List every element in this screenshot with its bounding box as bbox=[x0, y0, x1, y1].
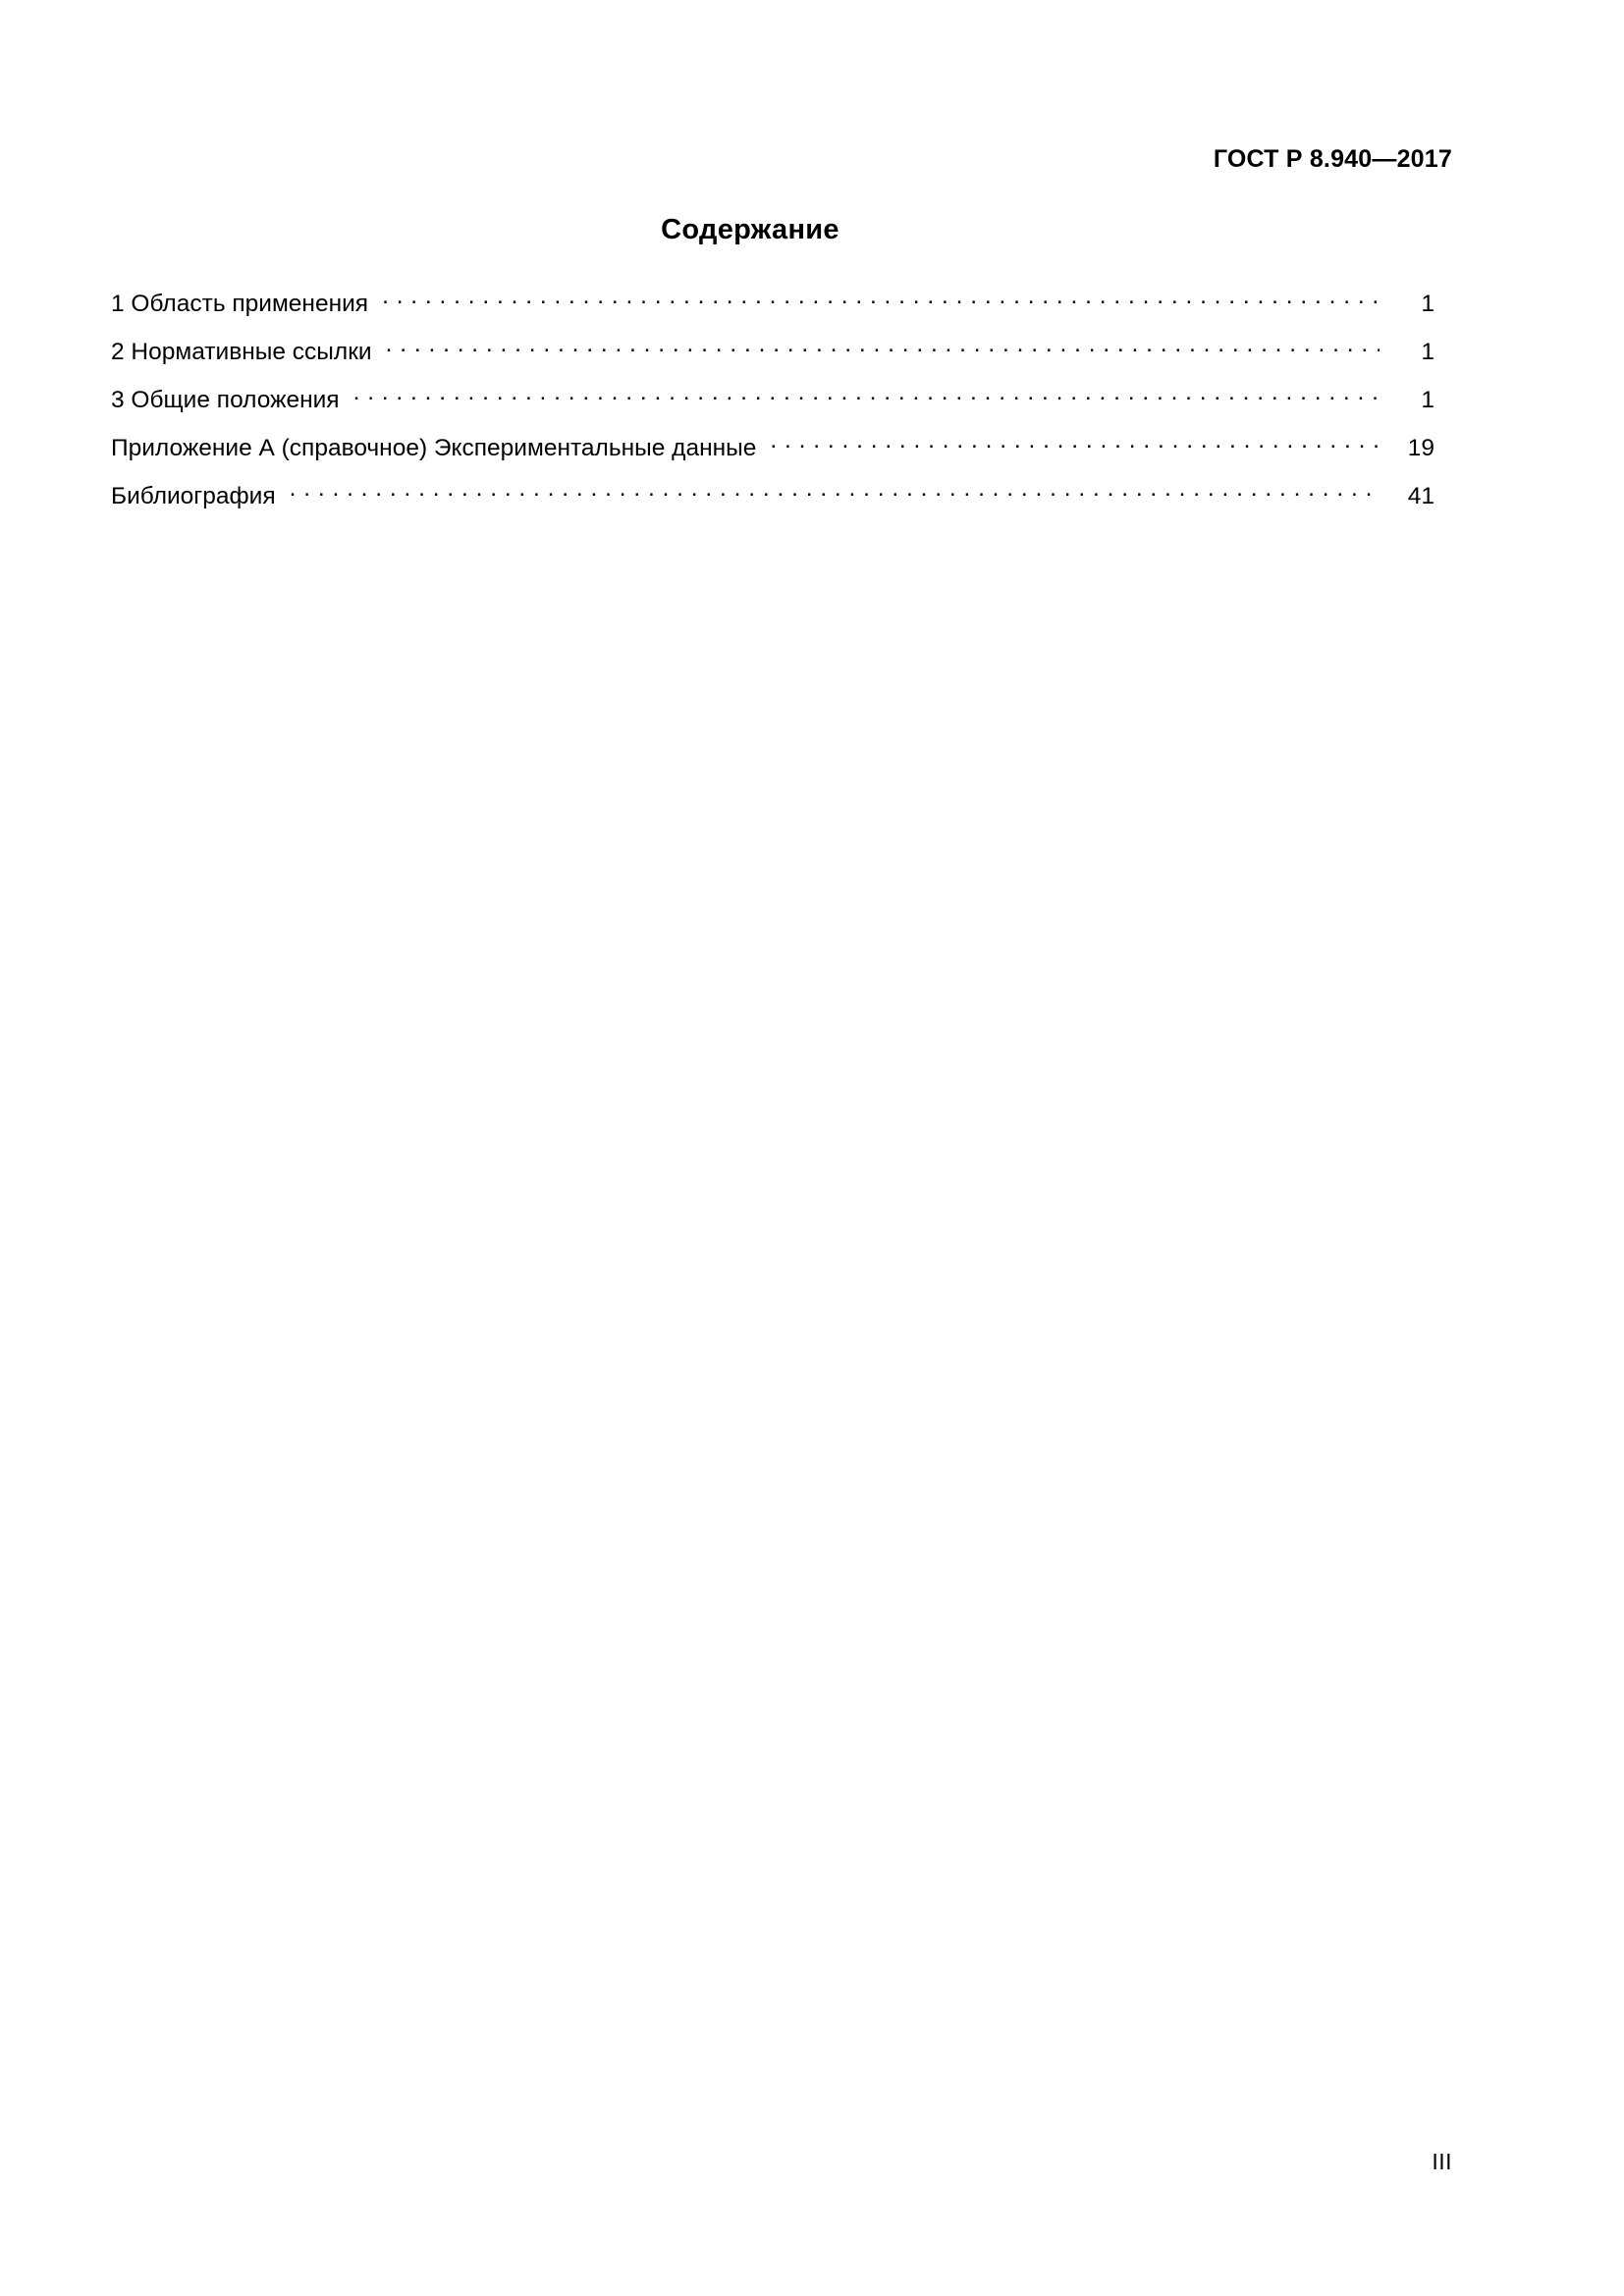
standard-designation-header: ГОСТ Р 8.940—2017 bbox=[1213, 145, 1452, 173]
toc-entry[interactable] bbox=[111, 287, 1435, 316]
toc-entry-label: 2 Нормативные ссылки bbox=[111, 338, 372, 365]
page-folio: III bbox=[1432, 2149, 1452, 2174]
toc-entry[interactable] bbox=[111, 431, 1435, 460]
toc-leader-dots bbox=[382, 287, 1380, 311]
toc-leader-dots bbox=[353, 383, 1380, 407]
toc-entry-page: 1 bbox=[1421, 290, 1435, 317]
page-title-text: Содержание bbox=[661, 214, 839, 245]
toc-leader-dots bbox=[386, 335, 1380, 359]
toc-entry-page: 41 bbox=[1407, 482, 1435, 509]
toc-entry-label: 3 Общие положения bbox=[111, 386, 340, 413]
toc-entry-label: Библиография bbox=[111, 482, 276, 509]
toc-entry-page: 1 bbox=[1421, 338, 1435, 365]
page-title bbox=[0, 214, 1624, 246]
toc-entry-label: Приложение А (справочное) Экспериментальные данные bbox=[111, 434, 757, 461]
toc-entry-page: 1 bbox=[1421, 386, 1435, 413]
table-of-contents bbox=[111, 287, 1435, 508]
toc-entry[interactable] bbox=[111, 335, 1435, 364]
toc-leader-dots bbox=[290, 479, 1380, 504]
toc-leader-dots bbox=[770, 431, 1380, 455]
toc-entry-label: 1 Область применения bbox=[111, 290, 369, 317]
toc-entry[interactable] bbox=[111, 383, 1435, 412]
toc-entry-page: 19 bbox=[1407, 434, 1435, 461]
toc-entry[interactable] bbox=[111, 479, 1435, 508]
